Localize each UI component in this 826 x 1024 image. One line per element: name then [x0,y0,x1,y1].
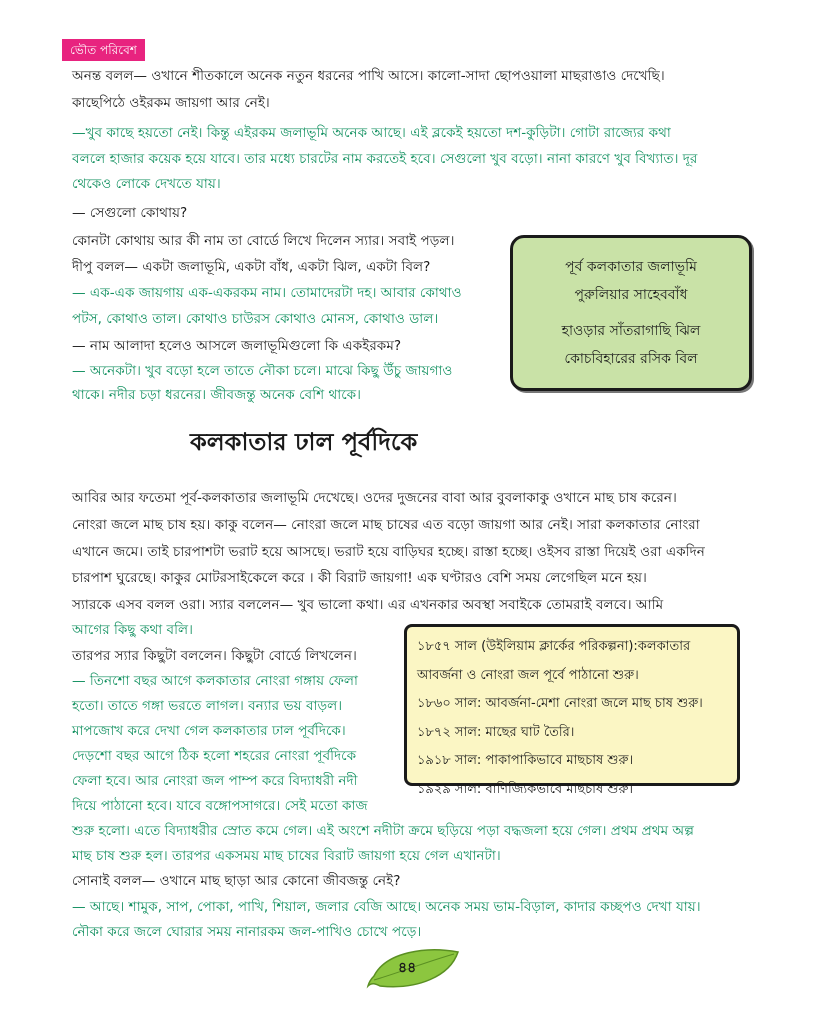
timeline-line: ১৮৭২ সাল: মাছের ঘাট তৈরি। [417,724,575,740]
text-line: হতো। তাতে গঙ্গা ভরতে লাগল। বন্যার ভয় বাড়ল। [72,698,343,714]
wetland-name: পূর্ব কলকাতার জলাভূমি [565,259,697,275]
wetland-name: কোচবিহারের রসিক বিল [564,351,698,367]
text-line: আবির আর ফতেমা পূর্ব-কলকাতার জলাভূমি দেখেছে। ওদের দুজনের বাবা আর বুবলাকাকু ওখানে মাছ চাষ করেন। [72,490,677,506]
text-line: — সেগুলো কোথায়? [72,205,188,221]
text-line: পটস, কোথাও তাল। কোথাও চাউরস কোথাও মোনস, কোথাও ডাল। [72,311,439,327]
text-line: মাপজোখ করে দেখা গেল কলকাতার ঢাল পূর্বদিকে। [72,723,346,739]
text-line: — আছে। শামুক, সাপ, পোকা, পাখি, শিয়াল, জলার বেজি আছে। অনেক সময় ভাম-বিড়াল, কাদার কচ্ছপও দেখা যায়। [72,899,701,915]
text-line: দিয়ে পাঠানো হবে। যাবে বঙ্গোপসাগরে। সেই মতো কাজ [72,798,368,814]
text-line: দেড়শো বছর আগে ঠিক হলো শহরের নোংরা পূর্বদিকে [72,748,357,764]
text-line: নোংরা জলে মাছ চাষ হয়। কাকু বলেন— নোংরা জলে মাছ চাষের এত বড়ো জায়গা আর নেই। সারা কলকাতার নোংরা [72,517,700,533]
page-number: ৪৪ [398,960,417,976]
text-line: আগের কিছু কথা বলি। [72,622,194,638]
text-line: কোনটা কোথায় আর কী নাম তা বোর্ডে লিখে দিলেন স্যার। সবাই পড়ল। [72,233,455,249]
wetland-name: হাওড়ার সাঁতরাগাছি ঝিল [561,323,701,339]
text-line: অনন্ত বলল— ওখানে শীতকালে অনেক নতুন ধরনের পাখি আসে। কালো-সাদা ছোপওয়ালা মাছরাঙাও দেখেছি। [72,68,665,84]
wetland-name: পুরুলিয়ার সাহেববাঁধ [574,287,688,303]
wetlands-box [510,235,752,391]
timeline-line: ১৮৫৭ সাল (উইলিয়াম ক্লার্কের পরিকল্পনা):কলকাতার [417,639,691,654]
text-line: — তিনশো বছর আগে কলকাতার নোংরা গঙ্গায় ফেলা [72,673,358,689]
timeline-line: আবর্জনা ও নোংরা জল পূর্বে পাঠানো শুরু। [417,667,639,683]
text-line: ফেলা হবে। আর নোংরা জল পাম্প করে বিদ্যাধরী নদী [72,773,358,789]
text-line: দীপু বলল— একটা জলাভূমি, একটা বাঁধ, একটা ঝিল, একটা বিল? [72,259,431,275]
text-line: বললে হাজার কয়েক হয়ে যাবে। তার মধ্যে চারটের নাম করতেই হবে। সেগুলো খুব বড়ো। নানা কারণে খুব বিখ্যাত। দূর [72,151,698,167]
text-line: স্যারকে এসব বলল ওরা। স্যার বললেন— খুব ভালো কথা। এর এখনকার অবস্থা সবাইকে তোমরাই বলবে। আমি [72,597,664,613]
text-line: — অনেকটা। খুব বড়ো হলে তাতে নৌকা চলে। মাঝে কিছু উঁচু জায়গাও [72,363,453,379]
text-line: শুরু হলো। এতে বিদ্যাধরীর স্রোত কমে গেল। এই অংশে নদীটা ক্রমে ছড়িয়ে পড়া বদ্ধজলা হয়ে গেল। প্রথম প্রথম অল্প [72,823,694,839]
text-line: নৌকা করে জলে ঘোরার সময় নানারকম জল-পাখিও চোখে পড়ে। [72,924,422,940]
text-line: তারপর স্যার কিছুটা বললেন। কিছুটা বোর্ডে লিখলেন। [72,648,357,664]
text-line: সোনাই বলল— ওখানে মাছ ছাড়া আর কোনো জীবজন্তু নেই? [72,873,401,889]
section-heading: কলকাতার ঢাল পূর্বদিকে [190,428,418,456]
timeline-line: ১৯১৮ সাল: পাকাপাকিভাবে মাছচাষ শুরু। [417,753,634,768]
text-line: মাছ চাষ শুরু হল। তারপর একসময় মাছ চাষের বিরাট জায়গা হয়ে গেল এখানটা। [72,848,501,864]
timeline-line: ১৮৬০ সাল: আবর্জনা-মেশা নোংরা জলে মাছ চাষ শুরু। [417,696,703,711]
text-line: — এক-এক জায়গায় এক-একরকম নাম। তোমাদেরটা দহ। আবার কোথাও [72,285,462,301]
text-line: — নাম আলাদা হলেও আসলে জলাভূমিগুলো কি একইরকম? [72,338,402,354]
timeline-line: ১৯২৯ সাল: বাণিজ্যিকভাবে মাছচাষ শুরু। [417,781,634,797]
timeline-box [404,624,740,797]
text-line: —খুব কাছে হয়তো নেই। কিন্তু এইরকম জলাভূমি অনেক আছে। এই ব্লকেই হয়তো দশ-কুড়িটা। গোটা রাজ্যের কথা [72,125,671,141]
text-line: থাকে। নদীর চড়া ধরনের। জীবজন্তু অনেক বেশি থাকে। [72,387,362,403]
text-line: কাছেপিঠে ওইরকম জায়গা আর নেই। [72,95,270,111]
section-tag: ভৌত পরিবেশ [62,39,145,61]
text-line: চারপাশ ঘুরেছে। কাকুর মোটরসাইকেলে করে । কী বিরাট জায়গা! এক ঘণ্টারও বেশি সময় লেগেছিল মনে হয়। [72,570,647,586]
text-line: এখানে জমে। তাই চারপাশটা ভরাট হয়ে আসছে। ভরাট হয়ে বাড়িঘর হচ্ছে। রাস্তা হচ্ছে। ওইসব রাস্তা দিয়েই ওরা একদিন [72,544,705,560]
text-line: থেকেও লোকে দেখতে যায়। [72,176,221,192]
